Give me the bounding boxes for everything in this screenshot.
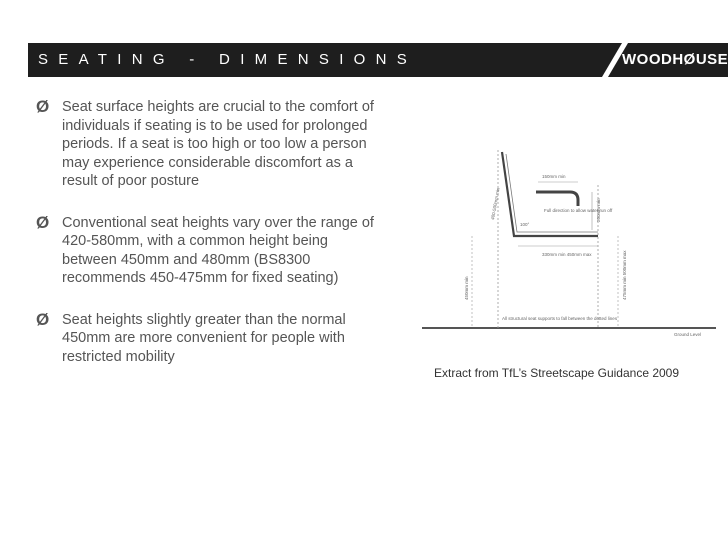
bullet-text: Seat surface heights are crucial to the comfort of individuals if seating is to be used for prolonged periods. If a seat is too high or too low a person may experience considerable discomfort as a result of poor posture — [62, 99, 374, 189]
bullet-text: Seat heights slightly greater than the normal 450mm are more convenient for people with restricted mobility — [62, 311, 346, 365]
bullet-item — [36, 214, 386, 288]
label-top-width: 150mm min — [542, 174, 566, 179]
slide-title: SEATING - DIMENSIONS — [38, 51, 418, 68]
figure-caption: Extract from TfL’s Streetscape Guidance 2009 — [434, 366, 680, 380]
bullet-item — [36, 98, 386, 191]
bullet-marker-icon: Ø — [36, 309, 50, 329]
seat-profile — [502, 152, 598, 236]
label-depth: 330mm min 450mm max — [542, 252, 592, 257]
seat-dimension-diagram — [418, 140, 718, 346]
label-side-height: 400-500mm min — [490, 187, 501, 221]
bullet-list — [36, 98, 386, 389]
label-back-height: 200mm min — [596, 198, 601, 222]
bullet-marker-icon: Ø — [36, 97, 50, 116]
woodhouse-logo: WOODHØUSE — [622, 51, 728, 68]
label-seat-height-right: 475mm min 500mm max — [622, 250, 627, 300]
label-angle: 100° — [520, 222, 530, 227]
label-drain: Full direction to allow water run off — [544, 208, 613, 213]
bullet-marker-icon: Ø — [36, 212, 50, 232]
title-bar — [28, 43, 728, 77]
bullet-item — [36, 311, 386, 367]
bullet-text: Conventional seat heights vary over the range of 420-580mm, with a common height being between 450mm and 480mm (BS8300 recommends 450-475mm for fixed seating) — [62, 214, 374, 286]
label-seat-height-left: 450mm min — [464, 276, 469, 300]
armrest — [536, 192, 578, 206]
label-ground: Ground Level — [674, 332, 702, 337]
label-supports: All structural seat supports to fall between the dotted lines — [502, 316, 618, 321]
